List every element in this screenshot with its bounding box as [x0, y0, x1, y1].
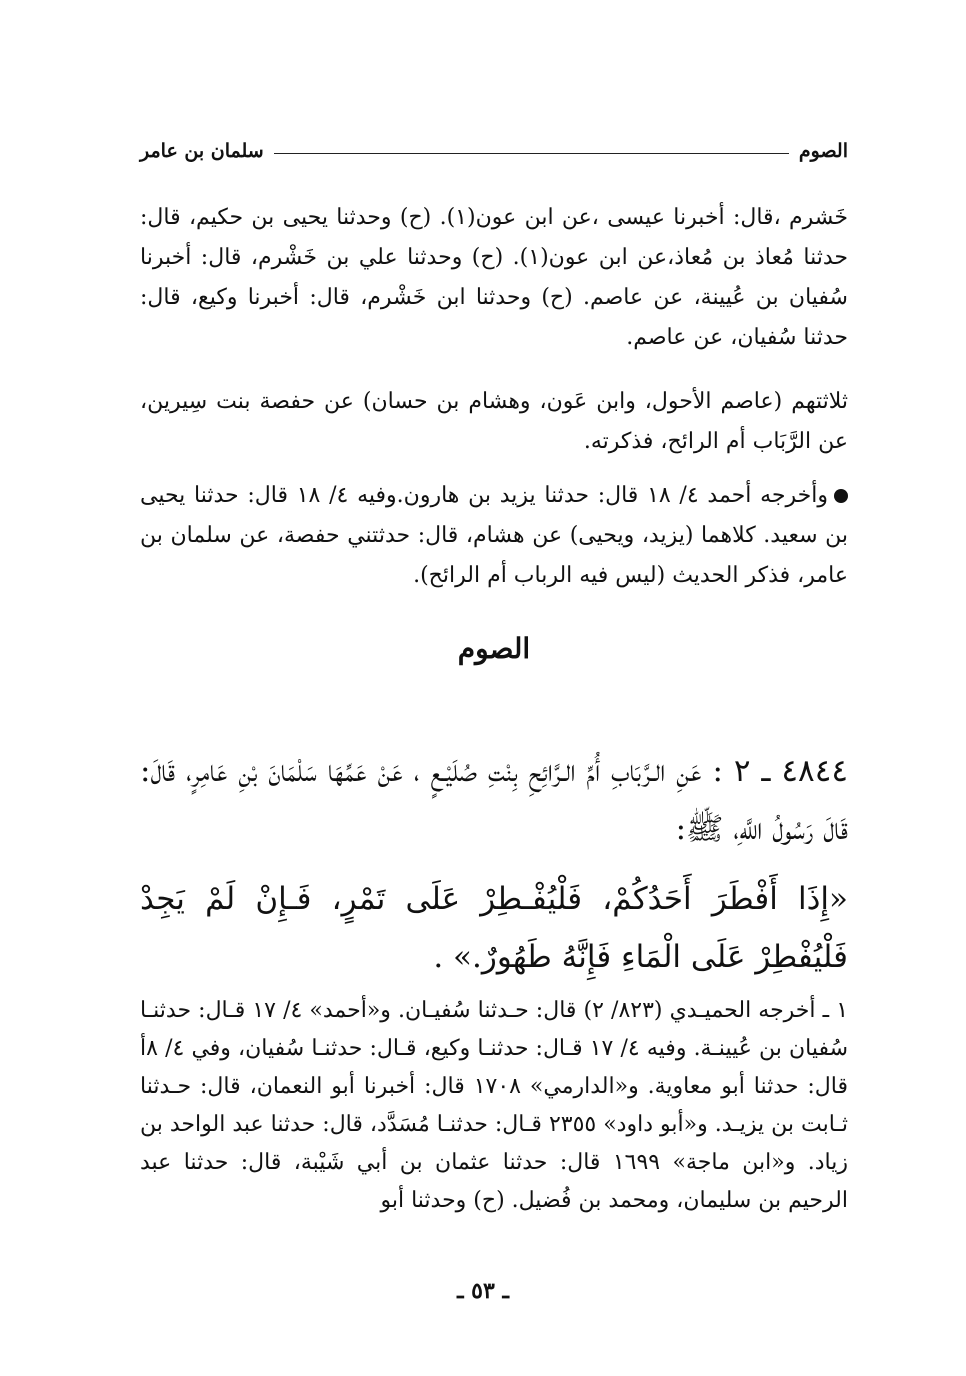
ahmad-text: وأخرجه أحمد ٤/ ١٨ قال: حدثنا يزيد بن هارون.وفيه ٤/ ١٨ قال: حدثنا يحيى بن سعيد. كلاهما (يزيد، ويحيى) عن هشام، قال: حدثتني حفصة، عن سلمان بن عامر، فذكر الحديث (ليس فيه الرباب أم الرائح).	[140, 483, 848, 588]
header-chapter-name: الصوم	[798, 140, 848, 162]
chain-paragraph-ahmad	[140, 476, 848, 596]
chapter-title: الصوم	[457, 632, 531, 665]
header-narrator-name: سلمان بن عامر	[140, 140, 264, 162]
chain-paragraph-top	[140, 198, 848, 358]
summary-text: ثلاثتهم (عاصم الأحول، وابن عَون، وهشام بن حسان) عن حفصة بنت سِيرين، عن الرَّبَاب أم الرائح، فذكرته.	[140, 389, 848, 454]
chain-text: خَشرم ،قال: أخبرنا عيسى ،عن ابن عون(١). (ح) وحدثنا يحيى بن حكيم، قال: حدثنا مُعاذ بن مُعاذ،عن ابن عون(١). (ح) وحدثنا علي بن خَشْرم، قال: أخبرنا سُفيان بن عُيينة، عن عاصم. (ح) وحدثنا ابن خَشْرم، قال: أخبرنا وكيع، قال: حدثنا سُفيان، عن عاصم.	[140, 205, 848, 350]
chain-paragraph-summary	[140, 382, 848, 462]
page-number: ـ ٥٣ ـ	[457, 1278, 509, 1304]
hadith-text: «إِذَا أَفْطَرَ أَحَدُكُمْ، فَلْيُفْـطِرْ عَلَى تَمْرٍ، فَـإِنْ لَمْ يَجِدْ فَلْيُفْطِرْ عَلَى الْمَاءِ فَإِنَّهُ طَهُورٌ.» .	[140, 881, 848, 975]
footnote-block	[140, 992, 848, 1220]
bullet-icon	[834, 489, 848, 503]
header-rule	[274, 153, 789, 154]
hadith-chain: ٤٨٤٤ ـ ٢ : عَنِ الـرَّبَابِ أُمِّ الـرَّائِحِ بِنْتِ صُلَيْـعٍ ، عَنْ عَمِّهَا سَلْمَانَ بْنِ عَامِرٍ، قَالَ: قَالَ رَسُولُ اللَّهِ، ﷺ:	[140, 753, 849, 847]
footnote-text: ١ ـ أخرجه الحميـدي (٨٢٣/ ٢) قال: حـدثنا سُفيـان. و«أحمد» ٤/ ١٧ قـال: حدثنـا سُفيان بن عُيينـة. وفيه ٤/ ١٧ قـال: حدثنـا وكيع، قـال: حدثنـا سُفيان، وفي ٤/ ٨أ قال: حدثنا أبو معاوية. و«الدارمي» ١٧٠٨ قال: أخبرنا أبو النعمان، قال: حـدثنا ثـابت بن يزيـد. و«أبو داود» ٢٣٥٥ قـال: حدثنـا مُسَدَّد، قال: حدثنا عبد الواحد بن زياد. و«ابن ماجة» ١٦٩٩ قال: حدثنا عثمان بن أبي شَيْبة، قال: حدثنا عبد الرحيم بن سليمان، ومحمد بن فُضيل. (ح) وحدثنا أبو	[140, 998, 849, 1213]
hadith-block	[140, 742, 848, 986]
running-header	[140, 136, 848, 166]
